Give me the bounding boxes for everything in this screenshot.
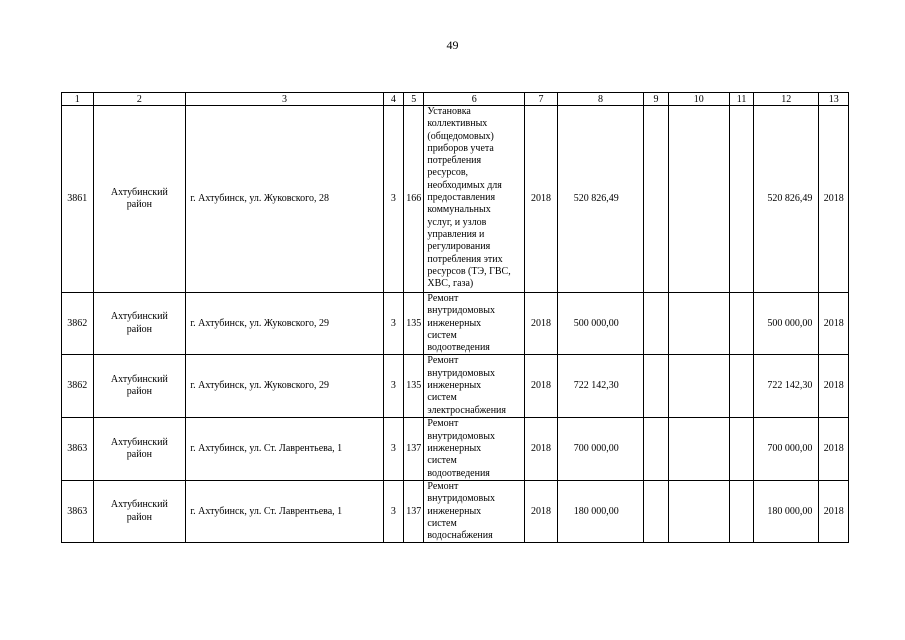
work-type-cell: Ремонт внутридомовых инженерных систем электроснабжения [424,355,525,418]
column-number: 13 [819,93,849,106]
register-table [61,92,849,543]
col4-cell: 3 [383,355,403,418]
total-cell: 700 000,00 [754,418,819,480]
cost-cell: 722 142,30 [557,355,644,418]
address-cell: г. Ахтубинск, ул. Ст. Лаврентьева, 1 [186,418,384,480]
col11-cell [729,480,753,542]
column-number: 6 [424,93,525,106]
year-cell: 2018 [525,418,558,480]
col4-cell: 3 [383,106,403,293]
year-end-cell: 2018 [819,355,849,418]
column-number: 1 [62,93,94,106]
address-cell: г. Ахтубинск, ул. Жуковского, 29 [186,293,384,355]
column-number: 9 [644,93,668,106]
work-type-cell: Ремонт внутридомовых инженерных систем водоотведения [424,418,525,480]
year-cell: 2018 [525,106,558,293]
year-cell: 2018 [525,355,558,418]
total-cell: 500 000,00 [754,293,819,355]
col5-cell: 135 [404,355,424,418]
col11-cell [729,418,753,480]
table-row [62,106,849,293]
record-number: 3863 [62,418,94,480]
address-cell: г. Ахтубинск, ул. Ст. Лаврентьева, 1 [186,480,384,542]
col9-cell [644,293,668,355]
col5-cell: 137 [404,480,424,542]
year-end-cell: 2018 [819,106,849,293]
col10-cell [668,480,729,542]
column-number: 3 [186,93,384,106]
district-cell: Ахтубинский район [93,418,186,480]
table-row [62,418,849,480]
work-type-cell: Установка коллективных (общедомовых) приборов учета потребления ресурсов, необходимых для предоставления коммунальных услуг, и узлов управления и регулирования потребления этих ресурсов (ТЭ, ГВС, ХВС, газа) [424,106,525,293]
work-type-cell: Ремонт внутридомовых инженерных систем водоснабжения [424,480,525,542]
record-number: 3861 [62,106,94,293]
col4-cell: 3 [383,293,403,355]
col11-cell [729,293,753,355]
column-number: 4 [383,93,403,106]
year-end-cell: 2018 [819,418,849,480]
record-number: 3863 [62,480,94,542]
col9-cell [644,106,668,293]
page-number: 49 [446,38,459,52]
col10-cell [668,293,729,355]
cost-cell: 500 000,00 [557,293,644,355]
district-cell: Ахтубинский район [93,355,186,418]
address-cell: г. Ахтубинск, ул. Жуковского, 28 [186,106,384,293]
work-type-cell: Ремонт внутридомовых инженерных систем водоотведения [424,293,525,355]
column-number-row [62,93,849,106]
year-end-cell: 2018 [819,480,849,542]
col4-cell: 3 [383,480,403,542]
total-cell: 520 826,49 [754,106,819,293]
year-cell: 2018 [525,480,558,542]
column-number: 5 [404,93,424,106]
col10-cell [668,355,729,418]
table-row [62,480,849,542]
col5-cell: 135 [404,293,424,355]
cost-cell: 180 000,00 [557,480,644,542]
district-cell: Ахтубинский район [93,480,186,542]
col9-cell [644,480,668,542]
col9-cell [644,418,668,480]
total-cell: 722 142,30 [754,355,819,418]
column-number: 12 [754,93,819,106]
column-number: 11 [729,93,753,106]
cost-cell: 700 000,00 [557,418,644,480]
cost-cell: 520 826,49 [557,106,644,293]
table-row [62,355,849,418]
col10-cell [668,418,729,480]
col11-cell [729,355,753,418]
column-number: 8 [557,93,644,106]
column-number: 10 [668,93,729,106]
table-row [62,293,849,355]
col5-cell: 137 [404,418,424,480]
year-end-cell: 2018 [819,293,849,355]
district-cell: Ахтубинский район [93,293,186,355]
col11-cell [729,106,753,293]
col10-cell [668,106,729,293]
total-cell: 180 000,00 [754,480,819,542]
year-cell: 2018 [525,293,558,355]
address-cell: г. Ахтубинск, ул. Жуковского, 29 [186,355,384,418]
col5-cell: 166 [404,106,424,293]
col4-cell: 3 [383,418,403,480]
column-number: 7 [525,93,558,106]
column-number: 2 [93,93,186,106]
col9-cell [644,355,668,418]
district-cell: Ахтубинский район [93,106,186,293]
record-number: 3862 [62,293,94,355]
record-number: 3862 [62,355,94,418]
